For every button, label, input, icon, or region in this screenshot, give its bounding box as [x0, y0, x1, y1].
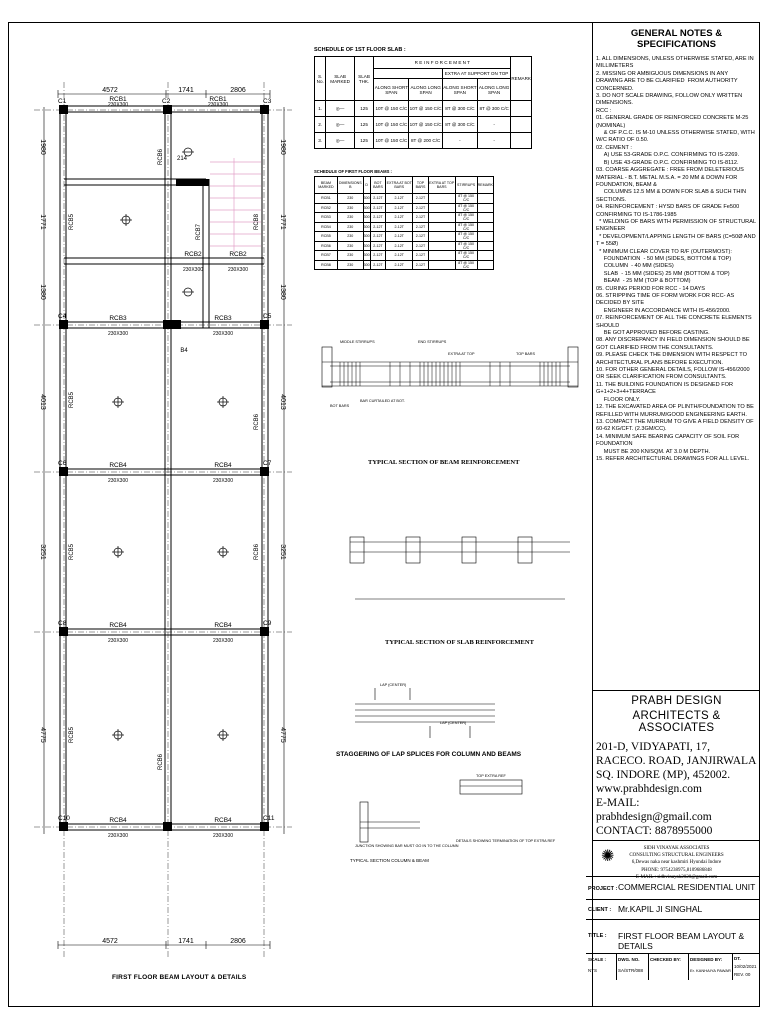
revision-value: REV. 00: [734, 972, 751, 977]
left-dim-4: 4013: [39, 394, 46, 410]
table-row: [315, 222, 494, 232]
beam-label: END STIRRUPS: [418, 340, 447, 344]
beam-schedule-table: [314, 176, 494, 270]
project-value: COMMERCIAL RESIDENTIAL UNIT: [618, 882, 756, 892]
note-item: 11. THE BUILDING FOUNDATION IS DESIGNED FOR G+1+2+3+4+TERRACE: [596, 381, 735, 396]
note-item: 14. MINIMUM SAFE BEARING CAPACITY OF SOIL FOR FOUNDATION: [596, 433, 741, 448]
beam-layout-plan: [8, 22, 296, 1007]
note-item: 08. ANY DISCREPANCY IN FIELD DIMENSION SHOULD BE GOT CLARIFIED FROM THE CONSULTANTS.: [596, 337, 752, 351]
beam-label: BOT BARS: [330, 404, 350, 408]
cell: 230: [337, 232, 363, 242]
title-value: FIRST FLOOR BEAM LAYOUT & DETAILS: [618, 931, 745, 951]
note-item: 07. REINFORCEMENT OF ALL THE CONCRETE ELEMENTS SHOULD: [596, 315, 754, 329]
firm-name: PRABH DESIGN: [631, 695, 722, 707]
notes-panel: [592, 22, 760, 1007]
cell: 300: [363, 251, 370, 261]
cell: 2-12T: [386, 260, 413, 270]
cell: 8T @ 150 C/C: [455, 194, 477, 204]
cell: 2-12T: [386, 194, 413, 204]
plan-drawing: [8, 22, 296, 1007]
grid-label: C10: [58, 815, 70, 822]
left-dim-6: 4775: [39, 727, 46, 743]
cell: RCB3: [315, 213, 338, 223]
cell: 8T @ 150 C/C: [455, 222, 477, 232]
vbeam-label: RCB6: [254, 413, 260, 431]
cell: -: [442, 133, 477, 149]
project-row: [586, 877, 760, 900]
project-label: PROJECT :: [588, 886, 618, 892]
col-header: EXTRA AT BOT BARS: [386, 177, 413, 194]
left-dim-1: 1980: [39, 139, 46, 155]
cell: [477, 194, 493, 204]
designed-value: Er. KANHAIYA PAWAR: [690, 968, 731, 973]
slab-symbol: ◎—: [326, 117, 354, 133]
cell: 300: [363, 203, 370, 213]
vbeam-label: RCB5: [69, 391, 75, 409]
consultant-phone: PHONE: 9754238975,8109686848: [641, 867, 712, 873]
cell: 2-12T: [386, 203, 413, 213]
note-item: COLUMNS 12.5 MM & DOWN FOR SLAB & SUCH THIN SECTIONS.: [596, 189, 748, 203]
beam-label: RCB4: [109, 622, 127, 629]
cell: 2-12T: [413, 203, 429, 213]
slab-mark: B4: [180, 348, 188, 354]
note-item: FOUNDATION - 50 MM (SIDES, BOTTOM & TOP): [596, 255, 732, 262]
plan-title: FIRST FLOOR BEAM LAYOUT & DETAILS: [112, 974, 247, 981]
cell: 230: [337, 203, 363, 213]
slab-schedule-title: SCHEDULE OF 1ST FLOOR SLAB :: [314, 47, 406, 53]
cell: [428, 213, 455, 223]
note-item: & OF P.C.C. IS M-10 UNLESS OTHERWISE STATED, WITH W/C RATIO OF 0.50.: [596, 130, 757, 144]
cell: 8T @ 150 C/C: [455, 241, 477, 251]
cell: 8T @ 150 C/C: [455, 213, 477, 223]
note-item: * MINIMUM CLEAR COVER TO R/F (OUTERMOST):: [596, 248, 732, 255]
cell: 8T @ 150 C/C: [455, 260, 477, 270]
col-header: DIMENSIONS B: [337, 177, 363, 194]
cell: [477, 213, 493, 223]
cell: 2.: [315, 117, 326, 133]
cell: 2-12T: [413, 194, 429, 204]
beam-label: RCB4: [214, 622, 232, 629]
cell: [511, 101, 532, 117]
cell: 300: [363, 194, 370, 204]
date-label: DT.: [734, 956, 741, 961]
cell: 2-12T: [413, 213, 429, 223]
checked-label: CHECKED BY:: [650, 957, 681, 962]
cell: 8T @ 300 C/C: [477, 101, 510, 117]
beam-label: RCB1: [209, 96, 227, 103]
table-row: [315, 260, 494, 270]
cell: [477, 232, 493, 242]
note-item: ENGINEER IN ACCORDANCE WITH IS-456/2000.: [596, 307, 731, 314]
table-row: [315, 117, 532, 133]
column-section-caption: TYPICAL SECTION COLUMN & BEAM: [350, 858, 429, 863]
cell: 2-12T: [386, 222, 413, 232]
cell: 230: [337, 251, 363, 261]
cell: 1.: [315, 101, 326, 117]
left-dim-2: 1771: [39, 214, 46, 230]
cell: 230: [337, 213, 363, 223]
beam-size: 230X300: [207, 102, 229, 108]
cell: 300: [363, 241, 370, 251]
grid-label: C6: [58, 460, 67, 467]
table-row: [315, 101, 532, 117]
bottom-dim-1: 4572: [102, 938, 118, 945]
note-item: A) USE 53-GRADE O.P.C. CONFIRMING TO IS-2269.: [596, 152, 739, 159]
cell: 8T @ 150 C/C: [455, 232, 477, 242]
beam-label: EXTRA AT TOP: [448, 352, 475, 356]
cell: 300: [363, 260, 370, 270]
cell: 10T @ 150 C/C: [409, 101, 442, 117]
cell: 125: [354, 117, 374, 133]
vbeam-label: RCB5: [69, 213, 75, 231]
cell: 125: [354, 101, 374, 117]
col-header: S. No.: [315, 57, 326, 101]
lap-label: LAP (CENTER): [380, 683, 407, 687]
note-item: * DEVELOPMENT/LAPPING LENGTH OF BARS (C=50Ø AND T = 55Ø): [596, 233, 758, 248]
beam-size: 230X300: [107, 478, 129, 484]
col-header: BOT BARS: [370, 177, 386, 194]
top-dim-3: 2806: [230, 87, 246, 94]
cell: 3.: [315, 133, 326, 149]
cell: 2-12T: [386, 241, 413, 251]
beam-size: 230X300: [107, 638, 129, 644]
beam-label: BAR CURTAILED AT BOT.: [360, 399, 405, 403]
cell: RCB6: [315, 241, 338, 251]
top-dim-2: 1741: [178, 87, 194, 94]
firm-email[interactable]: E-MAIL: prabhdesign@gmail.com: [596, 797, 712, 823]
beam-label: RCB3: [109, 315, 127, 322]
note-item: 05. CURING PERIOD FOR RCC - 14 DAYS: [596, 285, 705, 292]
notes-title: GENERAL NOTES & SPECIFICATIONS: [630, 28, 723, 50]
cell: 10T @ 150 C/C: [374, 117, 409, 133]
cell: [428, 222, 455, 232]
consultant-logo-icon: ✺: [601, 848, 615, 865]
col-header: BEAM MARKED: [315, 177, 338, 194]
col-header: TOP BARS: [413, 177, 429, 194]
col-header: ALONG LONG SPAN: [477, 79, 510, 101]
slab-symbol: ◎—: [326, 133, 354, 149]
right-dim-4: 4013: [279, 394, 286, 410]
note-item: 13. COMPACT THE MURRUM TO GIVE A FIELD DENSITY OF 60-62 KG/CFT. (2.3GM/CC).: [596, 418, 756, 433]
note-item: 15. REFER ARCHITECTURAL DRAWINGS FOR ALL LEVEL.: [596, 455, 750, 462]
cell: 2-12T: [370, 213, 386, 223]
group-header: R E I N F O R C E M E N T: [374, 57, 511, 69]
note-item: 1. ALL DIMENSIONS, UNLESS OTHERWISE STATED, ARE IN MILLIMETERS: [596, 56, 756, 70]
beam-size: 230X300: [107, 102, 129, 108]
beam-label: RCB4: [109, 817, 127, 824]
grid-label: C3: [263, 98, 272, 105]
note-item: 3. DO NOT SCALE DRAWING, FOLLOW ONLY WRITTEN DIMENSIONS.: [596, 93, 744, 107]
right-dim-3: 1380: [279, 284, 286, 300]
table-row: [315, 232, 494, 242]
beam-label: MIDDLE STIRRUPS: [340, 340, 375, 344]
cell: 2-12T: [413, 251, 429, 261]
col-label: TOP EXTRA REF: [476, 774, 506, 778]
beam-label: RCB3: [214, 315, 232, 322]
grid-label: C9: [263, 620, 272, 627]
col-header: SLAB THK.: [354, 57, 374, 101]
cell: 2-12T: [413, 222, 429, 232]
right-dim-6: 4775: [279, 727, 286, 743]
cell: 8T @ 150 C/C: [455, 203, 477, 213]
col-header: ALONG LONG SPAN: [409, 79, 442, 101]
vbeam-label: RCB5: [69, 543, 75, 561]
beam-size: 230X300: [107, 833, 129, 839]
left-dim-5: 3251: [39, 544, 46, 560]
grid-label: C7: [263, 460, 272, 467]
table-row: [315, 203, 494, 213]
beam-label: RCB4: [109, 462, 127, 469]
col-header: EXTRA AT TOP BARS: [428, 177, 455, 194]
cell: 10T @ 150 C/C: [374, 133, 409, 149]
vbeam-label: RCB7: [196, 223, 202, 241]
cell: [477, 241, 493, 251]
note-item: 01. GENERAL GRADE OF REINFORCED CONCRETE M-25 (NOMINAL): [596, 115, 750, 129]
grid-label: C8: [58, 620, 67, 627]
vbeam-label: RCB6: [158, 148, 164, 166]
table-row: [315, 251, 494, 261]
table-row: [315, 133, 532, 149]
col-header: ALONG SHORT SPAN: [442, 79, 477, 101]
grid-label: C1: [58, 98, 67, 105]
schedules-and-details: [300, 22, 588, 1007]
cell: 230: [337, 194, 363, 204]
note-item: 09. PLEASE CHECK THE DIMENSION WITH RESPECT TO ARCHITECTURAL PLANS BEFORE EXECUTION.: [596, 352, 749, 366]
cell: -: [477, 117, 510, 133]
cell: RCB5: [315, 232, 338, 242]
beam-size: 230X300: [107, 331, 129, 337]
architect-firm-block: [593, 690, 760, 838]
detail-drawings: [300, 312, 588, 1012]
note-item: SLAB - 15 MM (SIDES) 25 MM (BOTTOM & TOP): [596, 270, 730, 277]
lap-label: LAP (CENTER): [440, 721, 467, 725]
title-row: [586, 920, 760, 954]
cell: 2-12T: [370, 241, 386, 251]
cell: 8T @ 150 C/C: [455, 251, 477, 261]
date-value: 10/02/2021: [734, 964, 757, 969]
grid-label: C2: [162, 98, 171, 105]
col-label: DETAILS SHOWING TERMINATION OF TOP EXTRA REF: [456, 839, 556, 843]
cell: RCB4: [315, 222, 338, 232]
cell: 2-12T: [370, 222, 386, 232]
cell: 8T @ 300 C/C: [442, 117, 477, 133]
col-header: REMARK: [477, 177, 493, 194]
cell: 2-12T: [370, 232, 386, 242]
cell: 2-12T: [370, 203, 386, 213]
cell: -: [477, 133, 510, 149]
consultant-role: CONSULTING STRUCTURAL ENGINEERS: [629, 853, 724, 859]
col-label: JUNCTION SHOWING BAR MUST GO IN TO THE COLUMN: [355, 844, 459, 848]
bottom-dim-3: 2806: [230, 938, 246, 945]
cell: 2-12T: [386, 213, 413, 223]
note-item: 2. MISSING OR AMBIGUOUS DIMENSIONS IN ANY DRAWING ARE TO BE CLARIFIED FROM AUTHORITY CONCERNED.: [596, 70, 740, 92]
col-header: D: [363, 177, 370, 194]
grid-label: C5: [263, 313, 272, 320]
cell: 2-12T: [413, 241, 429, 251]
beam-label: TOP BARS: [516, 352, 536, 356]
general-notes: [593, 56, 760, 463]
beam-label: RCB4: [214, 462, 232, 469]
cell: 2-12T: [386, 251, 413, 261]
grid-label: C11: [263, 815, 275, 822]
cell: 300: [363, 232, 370, 242]
bottom-dim-2: 1741: [178, 938, 194, 945]
note-item: 02. CEMENT :: [596, 144, 632, 151]
note-item: BEAM - 25 MM (TOP & BOTTOM): [596, 278, 691, 285]
cell: RCB2: [315, 203, 338, 213]
vbeam-label: RCB8: [254, 213, 260, 231]
cell: RCB7: [315, 251, 338, 261]
beam-size: 230X300: [227, 267, 249, 273]
note-item: 06. STRIPPING TIME OF FORM WORK FOR RCC- AS DECIDED BY SITE: [596, 293, 736, 307]
cell: [477, 260, 493, 270]
consultant-email: E-MAIL : sidhvinayak2020@gmail.com: [635, 874, 718, 880]
note-item: 03. COARSE AGGREGATE : FREE FROM DELETERIOUS MATERIAL - B.T. METAL M.S.A. = 20 MM & DOWN FOR FOUNDATION, BEAM &: [596, 167, 746, 188]
client-label: CLIENT :: [588, 907, 612, 913]
cell: [428, 232, 455, 242]
dwg-value: SA/STR/088: [618, 968, 644, 973]
note-item: MUST BE 200 KN/SQM. AT 3.0 M DEPTH.: [596, 448, 711, 455]
cell: 2-12T: [370, 194, 386, 204]
note-item: BE GOT APPROVED BEFORE CASTING.: [596, 330, 710, 337]
cell: [477, 222, 493, 232]
table-row: [315, 241, 494, 251]
beam-label: RCB2: [184, 251, 202, 258]
scale-label: SCALE :: [588, 957, 606, 962]
slab-schedule-table: [314, 56, 532, 149]
cell: [428, 241, 455, 251]
title-label: TITLE :: [588, 933, 607, 939]
client-value: Mr.KAPIL JI SINGHAL: [618, 904, 703, 914]
beam-label: RCB2: [229, 251, 247, 258]
cell: 8T @ 200 C/C: [409, 133, 442, 149]
meta-row: [586, 954, 760, 980]
slab-symbol: ◎—: [326, 101, 354, 117]
cell: 230: [337, 241, 363, 251]
slab-section-caption: TYPICAL SECTION OF SLAB REINFORCEMENT: [385, 639, 534, 646]
right-dim-5: 3251: [279, 544, 286, 560]
table-row: [315, 213, 494, 223]
lap-splice-caption: STAGGERING OF LAP SPLICES FOR COLUMN AND BEAMS: [336, 751, 522, 758]
col-header: STIRRUPS: [455, 177, 477, 194]
right-dim-2: 1771: [279, 214, 286, 230]
note-item: FLOOR ONLY.: [596, 396, 641, 403]
firm-website[interactable]: www.prabhdesign.com: [596, 783, 702, 795]
col-header: REMARK: [511, 57, 532, 101]
cell: 2-12T: [413, 232, 429, 242]
cell: 125: [354, 133, 374, 149]
vbeam-label: RCB6: [158, 753, 164, 771]
vbeam-label: RCB5: [69, 726, 75, 744]
note-item: * WELDING OF BARS WITH PERMISSION OF STRUCTURAL ENGINEER: [596, 218, 758, 233]
cell: RCB8: [315, 260, 338, 270]
scale-value: NTS: [588, 968, 597, 973]
cell: 10T @ 150 C/C: [409, 117, 442, 133]
cell: 300: [363, 213, 370, 223]
cell: RCB1: [315, 194, 338, 204]
title-block: [586, 876, 760, 1008]
extra-header: EXTRA AT SUPPORT ON TOP: [442, 69, 510, 79]
cell: [428, 251, 455, 261]
consultant-address: 6,Dewas naka near kashmiri Hyundai Indore: [631, 860, 722, 866]
note-item: COLUMN - 40 MM (SIDES): [596, 263, 674, 270]
beam-size: 230X300: [212, 478, 234, 484]
firm-subtitle: ARCHITECTS & ASSOCIATES: [632, 710, 721, 734]
dwg-label: DWG. NO.: [618, 957, 640, 962]
cell: 8T @ 300 C/C: [442, 101, 477, 117]
col-header: ALONG SHORT SPAN: [374, 79, 409, 101]
cell: 230: [337, 260, 363, 270]
cell: [477, 203, 493, 213]
client-row: [586, 900, 760, 920]
beam-label: RCB1: [109, 96, 127, 103]
cell: 300: [363, 222, 370, 232]
cell: 2-12T: [413, 260, 429, 270]
vbeam-label: RCB6: [254, 543, 260, 561]
consultant-name: SIDH VINAYAK ASSOCIATES: [643, 846, 710, 851]
cell: [511, 117, 532, 133]
right-dim-1: 1980: [279, 139, 286, 155]
beam-section-caption: TYPICAL SECTION OF BEAM REINFORCEMENT: [368, 459, 520, 466]
col-header: SLAB MARKED: [326, 57, 354, 101]
beam-size: 230X300: [212, 331, 234, 337]
cell: 2-12T: [386, 232, 413, 242]
cell: [511, 133, 532, 149]
cell: 10T @ 150 C/C: [374, 101, 409, 117]
note-item: 10. FOR OTHER GENERAL DETAILS, FOLLOW IS-456/2000 OR SEEK CLARIFICATION FROM CONSULTANTS.: [596, 367, 752, 381]
note-item: RCC :: [596, 107, 612, 114]
beam-size: 230X300: [182, 267, 204, 273]
slab-mark: 214: [176, 156, 188, 162]
note-item: 12. THE EXCAVATED AREA OF PLINTH/FOUNDATION TO BE REFILLED WITH MURRUM/GOOD ENGINEERING EARTH.: [596, 404, 756, 418]
beam-schedule-title: SCHEDULE OF FIRST FLOOR BEAMS :: [314, 169, 392, 174]
note-item: 04. REINFORCEMENT : HYSD BARS OF GRADE Fe500 CONFIRMING TO IS-1786-1985: [596, 204, 741, 218]
top-dim-1: 4572: [102, 87, 118, 94]
firm-address: 201-D, VIDYAPATI, 17, RACECO. ROAD, JANJIRWALA SQ. INDORE (MP), 452002.: [596, 741, 756, 781]
beam-size: 230X300: [212, 833, 234, 839]
cell: [428, 203, 455, 213]
designed-label: DESIGNED BY:: [690, 957, 723, 962]
cell: [428, 194, 455, 204]
beam-size: 230X300: [212, 638, 234, 644]
grid-label: C4: [58, 313, 67, 320]
cell: [477, 251, 493, 261]
beam-label: RCB4: [214, 817, 232, 824]
left-dim-3: 1380: [39, 284, 46, 300]
firm-contact: CONTACT: 8878955000: [596, 825, 713, 837]
cell: 2-12T: [370, 251, 386, 261]
table-row: [315, 194, 494, 204]
note-item: B) USE 43-GRADE O.P.C. CONFIRMING TO IS-8112.: [596, 159, 739, 166]
cell: 2-12T: [370, 260, 386, 270]
cell: [428, 260, 455, 270]
cell: 230: [337, 222, 363, 232]
